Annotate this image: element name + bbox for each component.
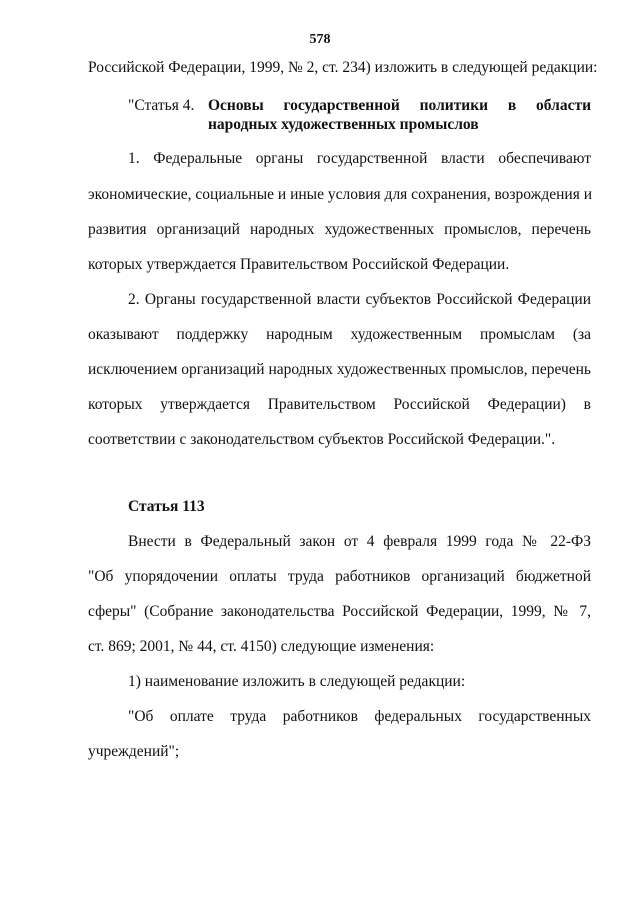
paragraph-1-line-4: которых утверждается Правительством Российской Федерации.	[88, 256, 510, 273]
article-4-title-line-1: Основы государственной политики в области	[208, 97, 591, 114]
article-113-item-1: 1) наименование изложить в следующей редакции:	[128, 673, 466, 690]
paragraph-2-line-5: соответствии с законодательством субъектов Российской Федерации.".	[88, 431, 556, 448]
paragraph-2-line-1: 2. Органы государственной власти субъектов Российской Федерации	[128, 291, 591, 308]
article-113-quote-line-1: "Об оплате труда работников федеральных государственных	[128, 708, 591, 725]
article-113-heading: Статья 113	[128, 498, 205, 515]
article-113-line-4: ст. 869; 2001, № 44, ст. 4150) следующие изменения:	[88, 638, 435, 655]
article-113-line-1: Внести в Федеральный закон от 4 февраля 1999 года № 22-ФЗ	[128, 533, 591, 550]
article-4-title	[208, 96, 591, 134]
article-113-quote-line-2: учреждений";	[88, 743, 180, 760]
article-4-label: "Статья 4.	[128, 97, 195, 114]
paragraph-2-line-3: исключением организаций народных художественных промыслов, перечень	[88, 361, 591, 378]
paragraph-2-line-4: которых утверждается Правительством Российской Федерации) в	[88, 396, 591, 413]
page-number: 578	[309, 32, 331, 47]
paragraph-1-line-1: 1. Федеральные органы государственной власти обеспечивают	[128, 150, 591, 167]
paragraph-2-line-2: оказывают поддержку народным художественным промыслам (за	[88, 326, 591, 343]
paragraph-1-line-2: экономические, социальные и иные условия для сохранения, возрождения и	[88, 186, 593, 203]
article-113-line-3: сферы" (Собрание законодательства Российской Федерации, 1999, № 7,	[88, 603, 591, 620]
article-113-line-2: "Об упорядочении оплаты труда работников организаций бюджетной	[88, 568, 591, 585]
article-4-title-line-2: народных художественных промыслов	[208, 116, 479, 133]
paragraph-1-line-3: развития организаций народных художественных промыслов, перечень	[88, 221, 591, 238]
intro-line: Российской Федерации, 1999, № 2, ст. 234) изложить в следующей редакции:	[88, 59, 598, 76]
